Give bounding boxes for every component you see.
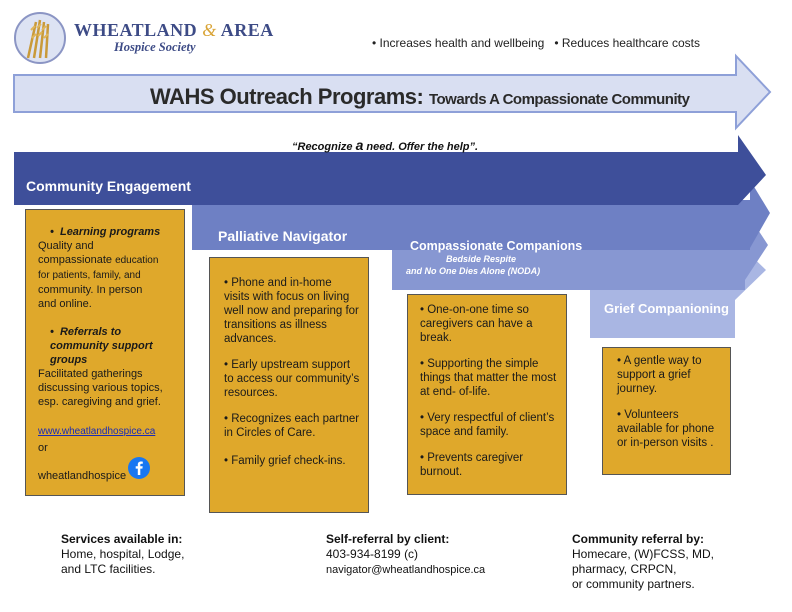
social-handle-text: wheatlandhospice — [38, 470, 127, 482]
self-referral-title: Self-referral by client: — [326, 532, 450, 546]
community-referral-line: or community partners. — [572, 577, 695, 591]
logo-wheat-icon — [15, 13, 65, 63]
navigator-item: • Recognizes each partner in Circles of Care. — [224, 413, 360, 439]
navigator-box — [209, 257, 369, 513]
facebook-icon[interactable] — [128, 457, 150, 479]
tagline-quote: “Recognize a need. Offer the help”. — [292, 137, 479, 153]
companions-item: • Prevents caregiver burnout. — [420, 452, 524, 478]
self-referral-section — [326, 532, 485, 578]
lane-label-grief: Grief Companioning — [604, 301, 729, 316]
community-referral-title: Community referral by: — [572, 532, 705, 546]
lane-sublabel-respite: Bedside Respite — [446, 254, 517, 264]
learning-programs-heading: • Learning programs — [50, 226, 161, 238]
services-line: and LTC facilities. — [61, 562, 156, 576]
referrals-heading: • Referrals to community support groups — [50, 326, 153, 366]
community-referral-line: pharmacy, CRPCN, — [572, 562, 677, 576]
benefits-line: • Increases health and wellbeing • Reduces healthcare costs — [372, 36, 700, 50]
lane-label-navigator: Palliative Navigator — [218, 228, 348, 244]
navigator-item: • Family grief check-ins. — [224, 455, 346, 467]
services-title: Services available in: — [61, 532, 183, 546]
community-referral-section — [572, 532, 714, 592]
org-name: WHEATLAND & AREA — [74, 20, 274, 40]
self-referral-phone: 403-934-8199 (c) — [326, 547, 419, 561]
navigator-item: • Phone and in-home visits with focus on living well now and preparing for transitions as illness advances. — [224, 277, 359, 345]
companions-item: • Supporting the simple things that matter the most at end- of-life. — [420, 358, 557, 398]
companions-item: • Very respectful of client’s space and family. — [420, 412, 555, 438]
or-text: or — [38, 442, 48, 454]
website-link[interactable]: www.wheatlandhospice.ca — [38, 426, 156, 437]
lane-label-community: Community Engagement — [26, 178, 191, 194]
grief-item: • A gentle way to support a grief journey. — [617, 355, 702, 395]
lane-label-companions: Compassionate Companions — [410, 239, 583, 253]
lane-sublabel-noda: and No One Dies Alone (NODA) — [406, 266, 541, 276]
grief-box — [602, 347, 731, 475]
navigator-item: • Early upstream support to access our community’s resources. — [224, 359, 360, 399]
referrals-text: Facilitated gatherings discussing various topics, esp. caregiving and grief. — [38, 368, 163, 408]
companions-item: • One-on-one time so caregivers can have a break. — [420, 304, 533, 344]
grief-item: • Volunteers available for phone or in-person visits . — [617, 409, 715, 449]
community-engagement-box — [25, 209, 185, 496]
org-subtitle: Hospice Society — [114, 40, 196, 54]
self-referral-email: navigator@wheatlandhospice.ca — [326, 564, 486, 576]
community-referral-line: Homecare, (W)FCSS, MD, — [572, 547, 715, 561]
services-section — [61, 532, 184, 577]
learning-programs-text: Quality and compassionate education for patients, family, and community. In person and online. — [38, 240, 159, 310]
social-handle[interactable] — [38, 469, 178, 483]
page-title: WAHS Outreach Programs: Towards A Compassionate Community — [150, 84, 690, 109]
services-line: Home, hospital, Lodge, — [61, 547, 185, 561]
companions-box — [407, 294, 567, 495]
